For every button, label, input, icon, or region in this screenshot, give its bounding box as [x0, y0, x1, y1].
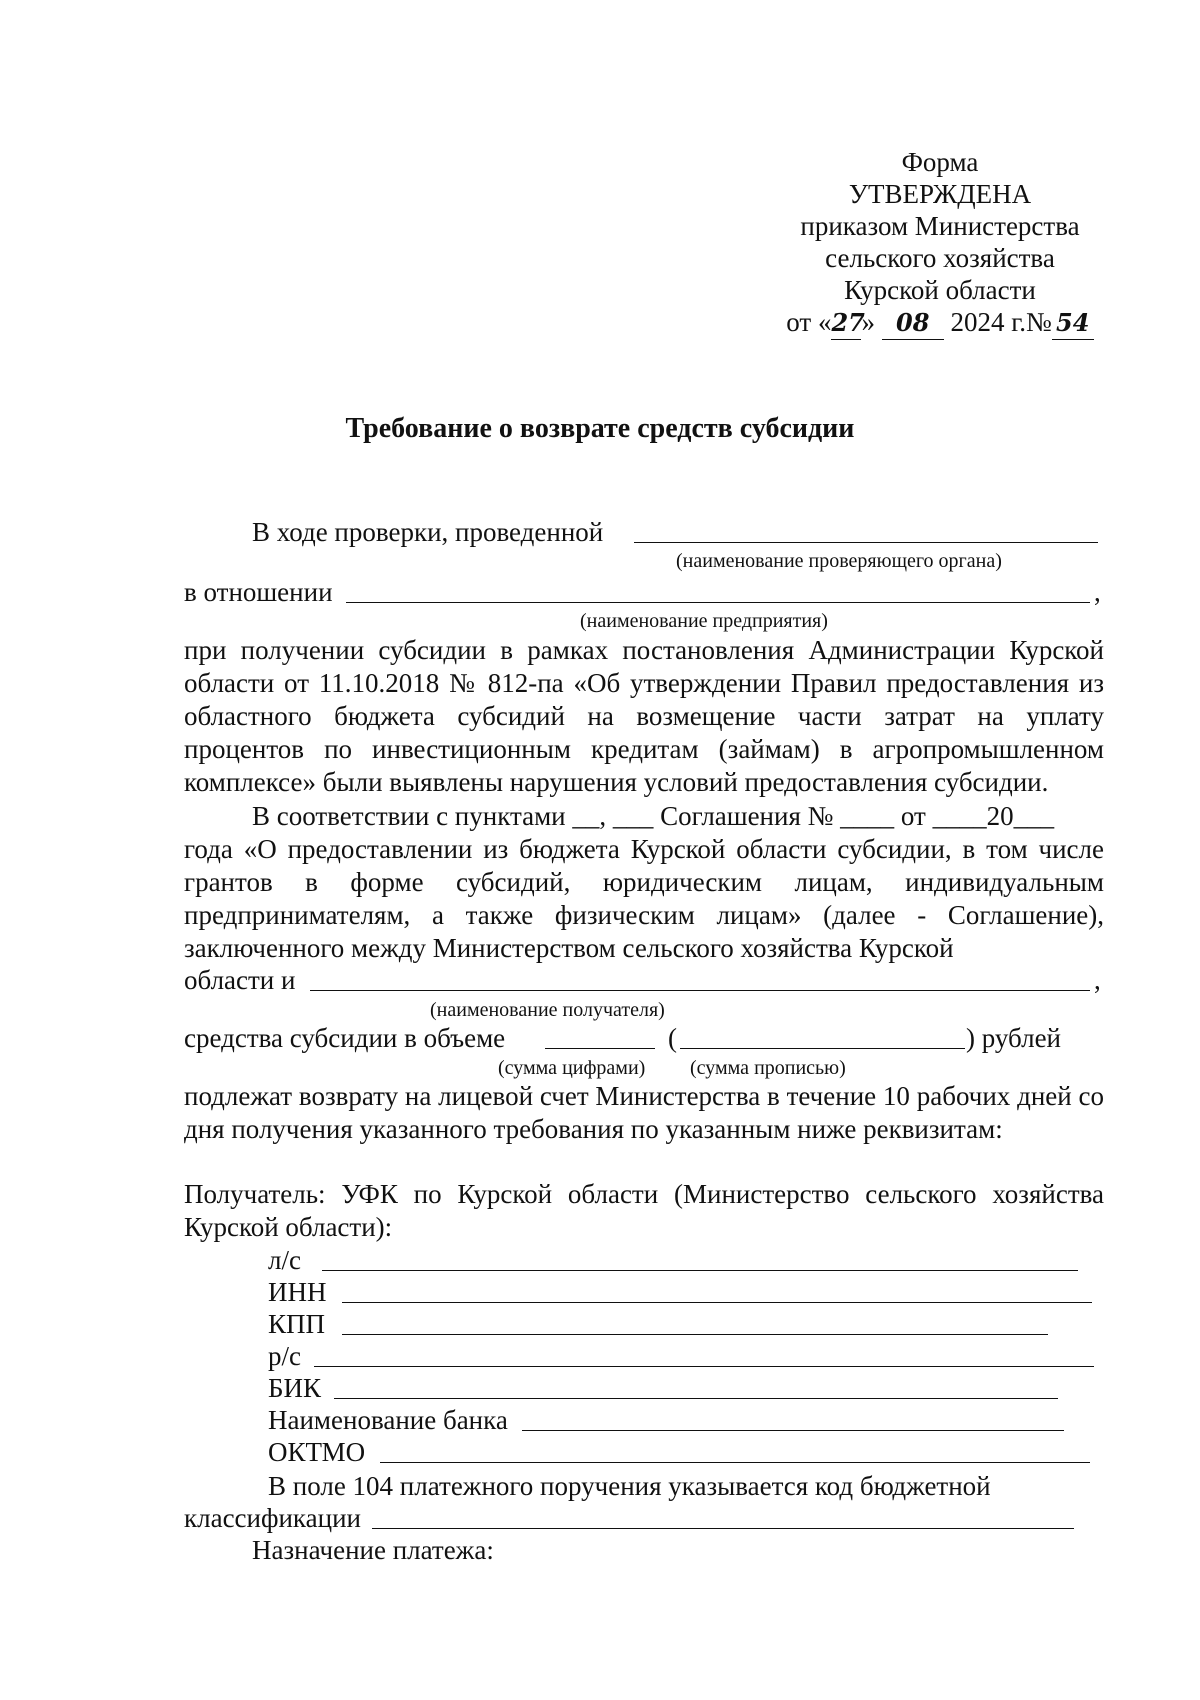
date-prefix: от « — [786, 307, 832, 337]
hint-amount-words: (сумма прописью) — [690, 1057, 846, 1079]
handwritten-month: 08 — [882, 307, 944, 340]
comma: , — [1094, 577, 1101, 607]
paragraph-violation: при получении субсидии в рамках постановления Администрации Курской области от 11.10.2018 № 812-па «Об утверждении Правил предоставления из областного бюджета субсидий на возмещение части затрат на уплату процентов по инвестиционным кредитам (займам) в агропромышленном комплексе» были выявлены нарушения условий предоставления субсидии. — [184, 635, 1104, 797]
handwritten-order-number: 54 — [1052, 307, 1094, 340]
field-line-oktmo — [380, 1462, 1090, 1463]
paragraph-agreement-start: В соответствии с пунктами __, ___ Соглашения № ____ от ____20___ — [252, 801, 1055, 831]
approval-date-line — [740, 306, 1140, 338]
kbk-field — [372, 1528, 1074, 1529]
regarding-label: в отношении — [184, 577, 333, 607]
approval-order-line: приказом Министерства — [800, 211, 1080, 241]
hint-recipient: (наименование получателя) — [430, 999, 665, 1021]
field-line-account — [322, 1270, 1078, 1271]
approval-region-line: Курской области — [844, 275, 1036, 305]
date-year-text: 2024 г.№ — [950, 307, 1052, 337]
amount-digits-field — [545, 1048, 655, 1049]
amount-suffix: ) рублей — [966, 1023, 1062, 1053]
hint-amount-digits: (сумма цифрами) — [498, 1057, 646, 1079]
date-close-quote: » — [861, 307, 875, 337]
recipient-text: Получатель: УФК по Курской области (Министерство сельского хозяйства Курской области): — [184, 1179, 1104, 1242]
amount-paren-open: ( — [668, 1023, 677, 1053]
hint-inspecting-body: (наименование проверяющего органа) — [676, 550, 1002, 572]
comma-2: , — [1094, 965, 1101, 995]
enterprise-field — [346, 602, 1090, 603]
field-line-settlement — [314, 1366, 1094, 1367]
approval-form-label: Форма — [901, 147, 979, 177]
inspecting-body-field — [634, 542, 1098, 543]
field-label-bik: БИК — [268, 1373, 322, 1403]
field-line-inn — [342, 1302, 1092, 1303]
document-title: Требование о возврате средств субсидии — [345, 413, 855, 444]
field-label-inn: ИНН — [268, 1277, 327, 1307]
field-label-oktmo: ОКТМО — [268, 1437, 366, 1467]
field-line-bank — [522, 1430, 1064, 1431]
kbk-text: В поле 104 платежного поручения указывается код бюджетной — [268, 1471, 991, 1501]
check-intro: В ходе проверки, проведенной — [252, 517, 604, 547]
amount-prefix: средства субсидии в объеме — [184, 1023, 506, 1053]
paragraph-return: подлежат возврату на лицевой счет Министерства в течение 10 рабочих дней со дня получения указанного требования по указанным ниже реквизитам: — [184, 1081, 1104, 1144]
approval-ministry-line: сельского хозяйства — [825, 243, 1055, 273]
region-and-label: области и — [184, 965, 296, 995]
approval-approved-label: УТВЕРЖДЕНА — [848, 179, 1032, 209]
field-line-kpp — [342, 1334, 1048, 1335]
payment-purpose-label: Назначение платежа: — [252, 1535, 494, 1565]
field-label-kpp: КПП — [268, 1309, 326, 1339]
paragraph-agreement: года «О предоставлении из бюджета Курской области субсидии, в том числе грантов в форме субсидий, юридическим лицам, индивидуальным предпринимателям, а также физическим лицам» (далее - Соглашение), заключенного между Министерством сельского хозяйства Курской — [184, 834, 1104, 963]
recipient-name-field — [310, 990, 1090, 991]
amount-words-field — [680, 1048, 965, 1049]
field-label-bank: Наименование банка — [268, 1405, 508, 1435]
field-label-settlement: р/с — [268, 1341, 301, 1371]
field-label-account: л/с — [268, 1245, 301, 1275]
handwritten-day: 27 — [831, 307, 861, 340]
kbk-label: классификации — [184, 1503, 361, 1533]
hint-enterprise: (наименование предприятия) — [580, 610, 828, 632]
field-line-bik — [334, 1398, 1058, 1399]
approval-stamp — [740, 146, 1140, 338]
